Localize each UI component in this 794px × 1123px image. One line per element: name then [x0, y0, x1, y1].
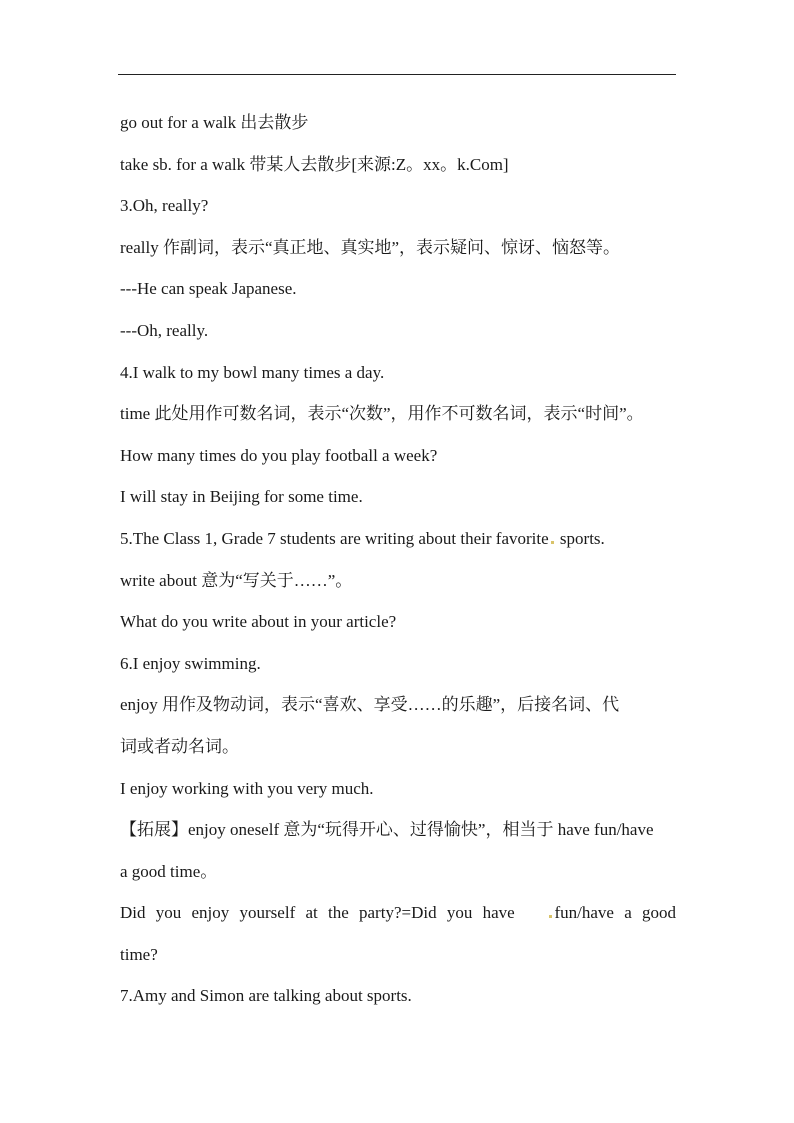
section-5-heading — [120, 518, 676, 560]
section-7-heading: 7.Amy and Simon are talking about sports. — [120, 986, 412, 1006]
extension-line-1: 【拓展】enjoy oneself 意为“玩得开心、过得愉快”，相当于 have fun/have — [120, 820, 654, 840]
time-example-2: I will stay in Beijing for some time. — [120, 487, 363, 507]
time-explanation: time 此处用作可数名词，表示“次数”，用作不可数名词，表示“时间”。 — [120, 404, 644, 424]
time-example-1: How many times do you play football a week? — [120, 445, 438, 465]
extension-example-text-end: fun/have a good — [547, 892, 676, 934]
highlight-mark — [549, 915, 552, 918]
section-5-text-end: sports. — [559, 528, 605, 548]
document-body — [120, 102, 676, 1017]
phrase-go-out-for-a-walk: go out for a walk 出去散步 — [120, 113, 309, 132]
extension-line-2: a good time。 — [120, 861, 218, 881]
enjoy-explanation-line-2: 词或者动名词。 — [120, 736, 239, 756]
header-rule — [118, 74, 676, 75]
extension-example-line-1 — [120, 892, 676, 934]
highlight-mark — [551, 541, 554, 544]
really-explanation: really 作副词，表示“真正地、真实地”，表示疑问、惊讶、恼怒等。 — [120, 237, 621, 257]
phrase-take-sb-for-a-walk: take sb. for a walk 带某人去散步[来源:Z。xx。k.Com] — [120, 154, 509, 174]
section-6-heading: 6.I enjoy swimming. — [120, 653, 261, 673]
section-5-text: 5.The Class 1, Grade 7 students are writing about their favorite — [120, 528, 549, 548]
write-about-explanation: write about 意为“写关于……”。 — [120, 570, 353, 590]
section-4-heading: 4.I walk to my bowl many times a day. — [120, 362, 385, 382]
write-about-example: What do you write about in your article? — [120, 612, 397, 632]
example-dialogue-1: ---He can speak Japanese. — [120, 279, 297, 299]
enjoy-example: I enjoy working with you very much. — [120, 778, 374, 798]
example-dialogue-2: ---Oh, really. — [120, 320, 209, 340]
section-3-heading: 3.Oh, really? — [120, 196, 209, 216]
enjoy-explanation-line-1: enjoy 用作及物动词，表示“喜欢、享受……的乐趣”，后接名词、代 — [120, 695, 620, 715]
extension-example-line-2: time? — [120, 944, 158, 964]
extension-example-text: Did you enjoy yourself at the party?=Did you have — [120, 903, 515, 923]
